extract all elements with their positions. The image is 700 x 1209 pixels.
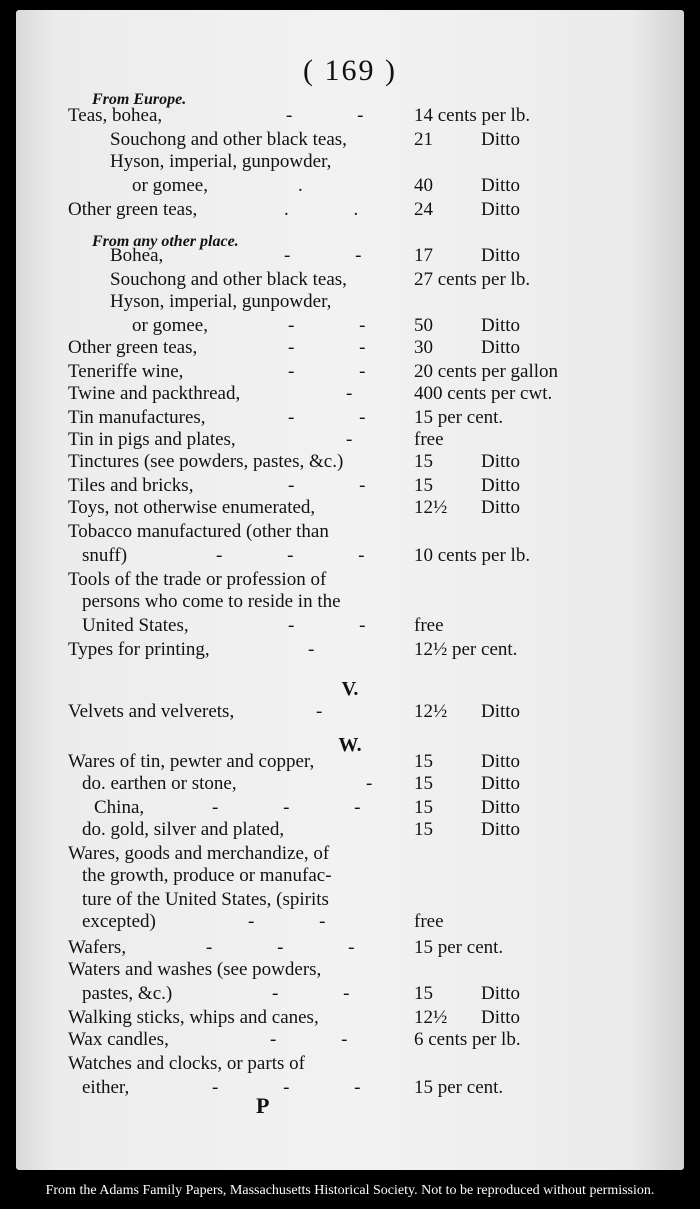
- table-row: [16, 568, 684, 592]
- table-row: [16, 888, 684, 912]
- item-name: Tinctures (see powders, pastes, &c.): [68, 451, 344, 472]
- leader-dashes: .: [298, 175, 333, 196]
- leader-dashes: -: [346, 383, 383, 404]
- duty-rate: 15: [414, 451, 433, 472]
- duty-rate: free: [414, 615, 444, 636]
- leader-dashes: -: [316, 701, 353, 722]
- table-row: [16, 336, 684, 360]
- ditto-mark: Ditto: [481, 983, 521, 1004]
- duty-rate: free: [414, 911, 444, 932]
- leader-dashes: - -: [288, 361, 396, 382]
- table-row: [16, 290, 684, 314]
- duty-rate: 15 per cent.: [414, 407, 504, 428]
- item-name: Hyson, imperial, gunpowder,: [110, 151, 332, 172]
- duty-rate: 17: [414, 245, 433, 266]
- ditto-mark: Ditto: [481, 129, 521, 150]
- table-row: [16, 590, 684, 614]
- leader-dashes: - - -: [216, 545, 395, 566]
- ditto-mark: Ditto: [481, 819, 521, 840]
- duty-rate: 24: [414, 199, 433, 220]
- table-row: [16, 198, 684, 222]
- leader-dashes: - -: [286, 105, 394, 126]
- copyright-footer: From the Adams Family Papers, Massachusetts Historical Society. Not to be reproduced without permission.: [45, 1183, 655, 1198]
- duty-rate: 50: [414, 315, 433, 336]
- duty-rate: free: [414, 429, 444, 450]
- item-name: snuff): [82, 545, 128, 566]
- duty-rate: 40: [414, 175, 433, 196]
- table-row: [16, 360, 684, 384]
- item-name: Tiles and bricks,: [68, 475, 194, 496]
- tariff-table: [16, 10, 684, 1170]
- table-row: [16, 910, 684, 934]
- table-row: [16, 474, 684, 498]
- duty-rate: 12½: [414, 701, 448, 722]
- duty-rate: 15 per cent.: [414, 1077, 504, 1098]
- item-name: China,: [94, 797, 145, 818]
- item-name: Wares, goods and merchandize, of: [68, 843, 330, 864]
- item-name: pastes, &c.): [82, 983, 173, 1004]
- duty-rate: 15: [414, 475, 433, 496]
- duty-rate: 30: [414, 337, 433, 358]
- duty-rate: 15: [414, 819, 433, 840]
- item-name: Souchong and other black teas,: [110, 269, 347, 290]
- leader-dashes: -: [366, 773, 403, 794]
- table-row: [16, 842, 684, 866]
- table-row: [16, 450, 684, 474]
- leader-dashes: - -: [288, 407, 396, 428]
- table-row: [16, 1006, 684, 1030]
- ditto-mark: Ditto: [481, 451, 521, 472]
- table-row: [16, 520, 684, 544]
- page-number: ( 169 ): [303, 54, 397, 87]
- item-name: Walking sticks, whips and canes,: [68, 1007, 319, 1028]
- ditto-mark: Ditto: [481, 701, 521, 722]
- item-name: or gomee,: [132, 175, 208, 196]
- duty-rate: 21: [414, 129, 433, 150]
- duty-rate: 15: [414, 773, 433, 794]
- table-row: [16, 772, 684, 796]
- item-name: Teas, bohea,: [68, 105, 163, 126]
- ditto-mark: Ditto: [481, 245, 521, 266]
- item-name: persons who come to reside in the: [82, 591, 341, 612]
- table-row: [16, 406, 684, 430]
- item-name: Toys, not otherwise enumerated,: [68, 497, 316, 518]
- item-name: Tin in pigs and plates,: [68, 429, 236, 450]
- table-row: [16, 428, 684, 452]
- table-row: [16, 1052, 684, 1076]
- table-row: [16, 958, 684, 982]
- leader-dashes: - -: [284, 245, 392, 266]
- ditto-mark: Ditto: [481, 315, 521, 336]
- item-name: either,: [82, 1077, 130, 1098]
- ditto-mark: Ditto: [481, 1007, 521, 1028]
- duty-rate: 15: [414, 797, 433, 818]
- table-row: [16, 864, 684, 888]
- item-name: Hyson, imperial, gunpowder,: [110, 291, 332, 312]
- ditto-mark: Ditto: [481, 199, 521, 220]
- table-row: [16, 818, 684, 842]
- ditto-mark: Ditto: [481, 797, 521, 818]
- leader-dashes: - - -: [212, 797, 391, 818]
- leader-dashes: -: [346, 429, 383, 450]
- leader-dashes: - -: [272, 983, 380, 1004]
- leader-dashes: - -: [288, 475, 396, 496]
- ditto-mark: Ditto: [481, 773, 521, 794]
- table-row: [16, 104, 684, 128]
- item-name: Wares of tin, pewter and copper,: [68, 751, 315, 772]
- item-name: ture of the United States, (spirits: [82, 889, 329, 910]
- item-name: do. gold, silver and plated,: [82, 819, 285, 840]
- leader-dashes: - -: [288, 337, 396, 358]
- table-row: [16, 382, 684, 406]
- leader-dashes: . .: [284, 199, 389, 220]
- table-row: [16, 268, 684, 292]
- table-row: [16, 700, 684, 724]
- item-name: Bohea,: [110, 245, 164, 266]
- item-name: the growth, produce or manufac-: [82, 865, 332, 886]
- item-name: Wafers,: [68, 937, 127, 958]
- duty-rate: 10 cents per lb.: [414, 545, 531, 566]
- item-name: do. earthen or stone,: [82, 773, 237, 794]
- table-row: [16, 1076, 684, 1100]
- ditto-mark: Ditto: [481, 751, 521, 772]
- table-row: [16, 544, 684, 568]
- table-row: [16, 174, 684, 198]
- item-name: Twine and packthread,: [68, 383, 241, 404]
- table-row: [16, 796, 684, 820]
- ditto-mark: Ditto: [481, 337, 521, 358]
- table-row: [16, 614, 684, 638]
- item-name: Tools of the trade or profession of: [68, 569, 327, 590]
- section-letter-v: V.: [341, 678, 359, 700]
- leader-dashes: - - -: [206, 937, 385, 958]
- table-row: [16, 638, 684, 662]
- duty-rate: 15: [414, 751, 433, 772]
- leader-dashes: - -: [270, 1029, 378, 1050]
- item-name: Souchong and other black teas,: [110, 129, 347, 150]
- item-name: Types for printing,: [68, 639, 210, 660]
- leader-dashes: - -: [288, 615, 396, 636]
- section-header-label: From any other place.: [92, 233, 239, 250]
- duty-rate: 20 cents per gallon: [414, 361, 559, 382]
- table-row: [16, 1028, 684, 1052]
- item-name: Tin manufactures,: [68, 407, 206, 428]
- item-name: Tobacco manufactured (other than: [68, 521, 329, 542]
- duty-rate: 6 cents per lb.: [414, 1029, 521, 1050]
- table-row: [16, 128, 684, 152]
- table-row: [16, 150, 684, 174]
- book-page: [16, 10, 684, 1170]
- section-letter-w: W.: [338, 734, 362, 756]
- table-row: [16, 982, 684, 1006]
- item-name: Other green teas,: [68, 199, 198, 220]
- duty-rate: 15 per cent.: [414, 937, 504, 958]
- item-name: Waters and washes (see powders,: [68, 959, 322, 980]
- leader-dashes: - -: [288, 315, 396, 336]
- leader-dashes: -: [308, 639, 345, 660]
- item-name: Velvets and velverets,: [68, 701, 235, 722]
- item-name: Other green teas,: [68, 337, 198, 358]
- item-name: Watches and clocks, or parts of: [68, 1053, 305, 1074]
- leader-dashes: - - -: [212, 1077, 391, 1098]
- duty-rate: 27 cents per lb.: [414, 269, 531, 290]
- table-row: [16, 244, 684, 268]
- ditto-mark: Ditto: [481, 175, 521, 196]
- duty-rate: 12½ per cent.: [414, 639, 518, 660]
- section-header-label: From Europe.: [92, 91, 187, 108]
- duty-rate: 14 cents per lb.: [414, 105, 531, 126]
- table-row: [16, 496, 684, 520]
- item-name: Teneriffe wine,: [68, 361, 184, 382]
- item-name: United States,: [82, 615, 189, 636]
- leader-dashes: - -: [248, 911, 356, 932]
- catchword: P: [256, 1093, 270, 1118]
- duty-rate: 12½: [414, 1007, 448, 1028]
- item-name: or gomee,: [132, 315, 208, 336]
- table-row: [16, 314, 684, 338]
- table-row: [16, 936, 684, 960]
- ditto-mark: Ditto: [481, 475, 521, 496]
- ditto-mark: Ditto: [481, 497, 521, 518]
- duty-rate: 15: [414, 983, 433, 1004]
- table-row: [16, 750, 684, 774]
- item-name: Wax candles,: [68, 1029, 169, 1050]
- item-name: excepted): [82, 911, 156, 932]
- duty-rate: 400 cents per cwt.: [414, 383, 553, 404]
- duty-rate: 12½: [414, 497, 448, 518]
